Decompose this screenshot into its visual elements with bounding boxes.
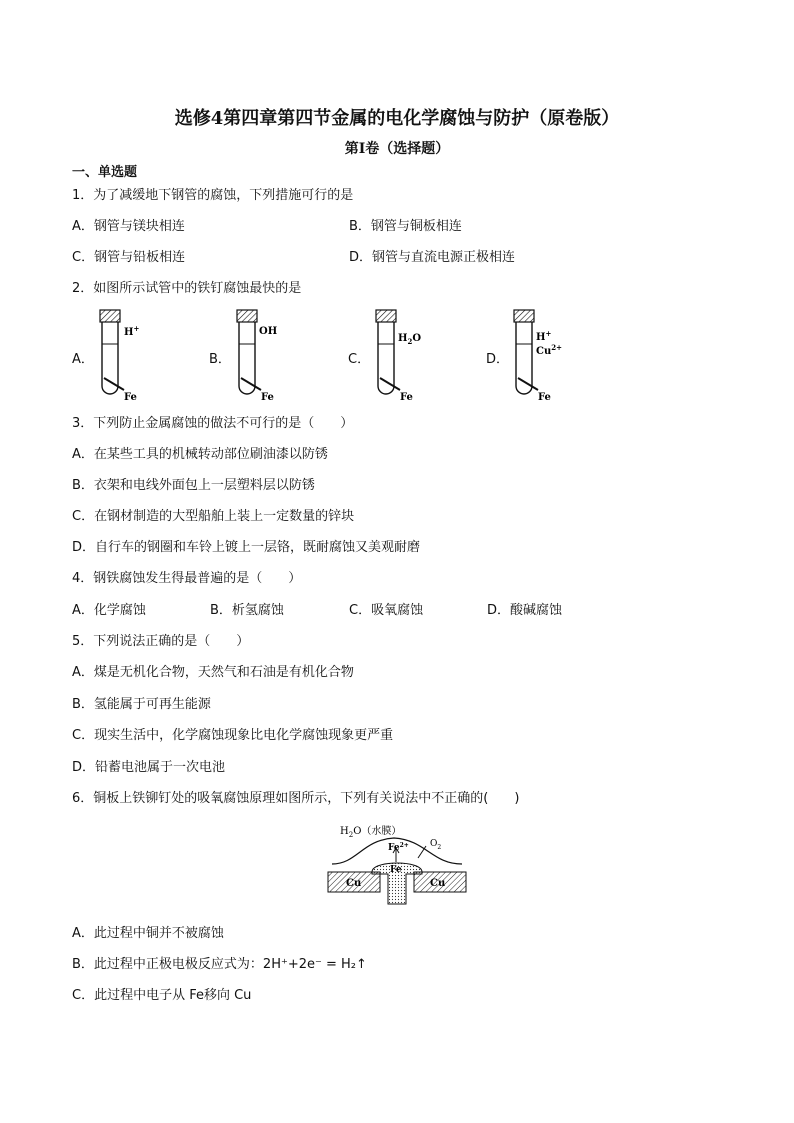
option-letter: A． xyxy=(72,352,94,367)
copper-left-label: Cu xyxy=(346,878,362,889)
option-letter: D． xyxy=(486,352,510,367)
tube-wall xyxy=(378,322,394,394)
question-2-stem: 2．如图所示试管中的铁钉腐蚀最快的是 xyxy=(72,281,302,296)
stopper xyxy=(514,310,534,322)
option-letter: C． xyxy=(348,352,371,367)
iron-nail xyxy=(241,378,261,390)
tube-wall xyxy=(516,322,532,394)
question-4-stem: 4．钢铁腐蚀发生得最普遍的是（ ） xyxy=(72,571,302,586)
question-3-stem: 3．下列防止金属腐蚀的做法不可行的是（ ） xyxy=(72,416,354,431)
section-heading: 一、单选题 xyxy=(72,165,138,180)
nail-label: Fe xyxy=(538,392,551,403)
tube-label: H+ xyxy=(124,324,140,338)
water-label: $H_2O$（水膜） xyxy=(340,826,402,839)
question-1-option-d: D．钢管与直流电源正极相连 xyxy=(349,250,516,265)
question-5-option-c: C．现实生活中，化学腐蚀现象比电化学腐蚀现象更严重 xyxy=(72,728,394,743)
paper-subtitle: 第Ⅰ卷（选择题） xyxy=(344,141,450,157)
question-3-option-c: C．在钢材制造的大型船舶上装上一定数量的锌块 xyxy=(72,509,355,524)
iron-nail xyxy=(518,378,538,390)
nail-label: Fe xyxy=(400,392,413,403)
question-1-option-b: B．钢管与铜板相连 xyxy=(349,219,462,234)
oxygen-label: $O_2$ xyxy=(430,839,442,851)
question-5-option-b: B．氢能属于可再生能源 xyxy=(72,697,211,712)
nail-label: Fe xyxy=(261,392,274,403)
question-3-option-b: B．衣架和电线外面包上一层塑料层以防锈 xyxy=(72,478,315,493)
question-5-stem: 5．下列说法正确的是（ ） xyxy=(72,634,250,649)
question-1-stem: 1．为了减缓地下钢管的腐蚀，下列措施可行的是 xyxy=(72,188,354,203)
stopper xyxy=(376,310,396,322)
iron-nail xyxy=(380,378,400,390)
test-tube-diagram xyxy=(366,308,456,404)
tube-label-2: $Cu^{2+}$ xyxy=(536,343,562,357)
question-4-option-c: C．吸氧腐蚀 xyxy=(349,603,424,618)
test-tube-diagram xyxy=(504,308,594,404)
question-6-option-a: A．此过程中铜并不被腐蚀 xyxy=(72,926,224,941)
copper-right-label: Cu xyxy=(430,878,446,889)
question-6-stem: 6．铜板上铁铆钉处的吸氧腐蚀原理如图所示，下列有关说法中不正确的( ) xyxy=(72,791,520,806)
test-tube-diagram xyxy=(227,308,317,404)
question-4-option-b: B．析氢腐蚀 xyxy=(210,603,284,618)
question-4-option-a: A．化学腐蚀 xyxy=(72,603,146,618)
tube-wall xyxy=(102,322,118,394)
question-1-option-c: C．钢管与铅板相连 xyxy=(72,250,186,265)
question-2-option-b xyxy=(209,308,329,404)
tube-wall xyxy=(239,322,255,394)
tube-label: OH xyxy=(259,326,278,337)
iron-ion-label: $Fe^{2+}$ xyxy=(388,842,409,853)
question-3-option-d: D．自行车的钢圈和车铃上镀上一层铬，既耐腐蚀又美观耐磨 xyxy=(72,540,421,555)
page-title: 选修4第四章第四节金属的电化学腐蚀与防护（原卷版） xyxy=(174,108,620,129)
tube-label: $H_2O$ xyxy=(398,333,422,346)
tube-label: H+ xyxy=(536,329,552,343)
question-2-option-d xyxy=(486,308,606,404)
test-tube-diagram xyxy=(90,308,180,404)
rivet-label: Fe xyxy=(390,865,402,875)
question-5-option-d: D．铅蓄电池属于一次电池 xyxy=(72,760,226,775)
question-6-option-b: B．此过程中正极电极反应式为：2H⁺+2e⁻ = H₂↑ xyxy=(72,957,367,972)
question-3-option-a: A．在某些工具的机械转动部位刷油漆以防锈 xyxy=(72,447,328,462)
rivet-corrosion-diagram xyxy=(322,820,472,912)
iron-nail xyxy=(104,378,124,390)
stopper xyxy=(237,310,257,322)
option-letter: B． xyxy=(209,352,231,367)
question-2-option-c xyxy=(348,308,468,404)
stopper xyxy=(100,310,120,322)
question-2-option-a xyxy=(72,308,192,404)
question-1-option-a: A．钢管与镁块相连 xyxy=(72,219,185,234)
nail-label: Fe xyxy=(124,392,137,403)
question-5-option-a: A．煤是无机化合物，天然气和石油是有机化合物 xyxy=(72,665,354,680)
question-6-option-c: C．此过程中电子从 Fe移向 Cu xyxy=(72,988,252,1003)
question-4-option-d: D．酸碱腐蚀 xyxy=(487,603,563,618)
